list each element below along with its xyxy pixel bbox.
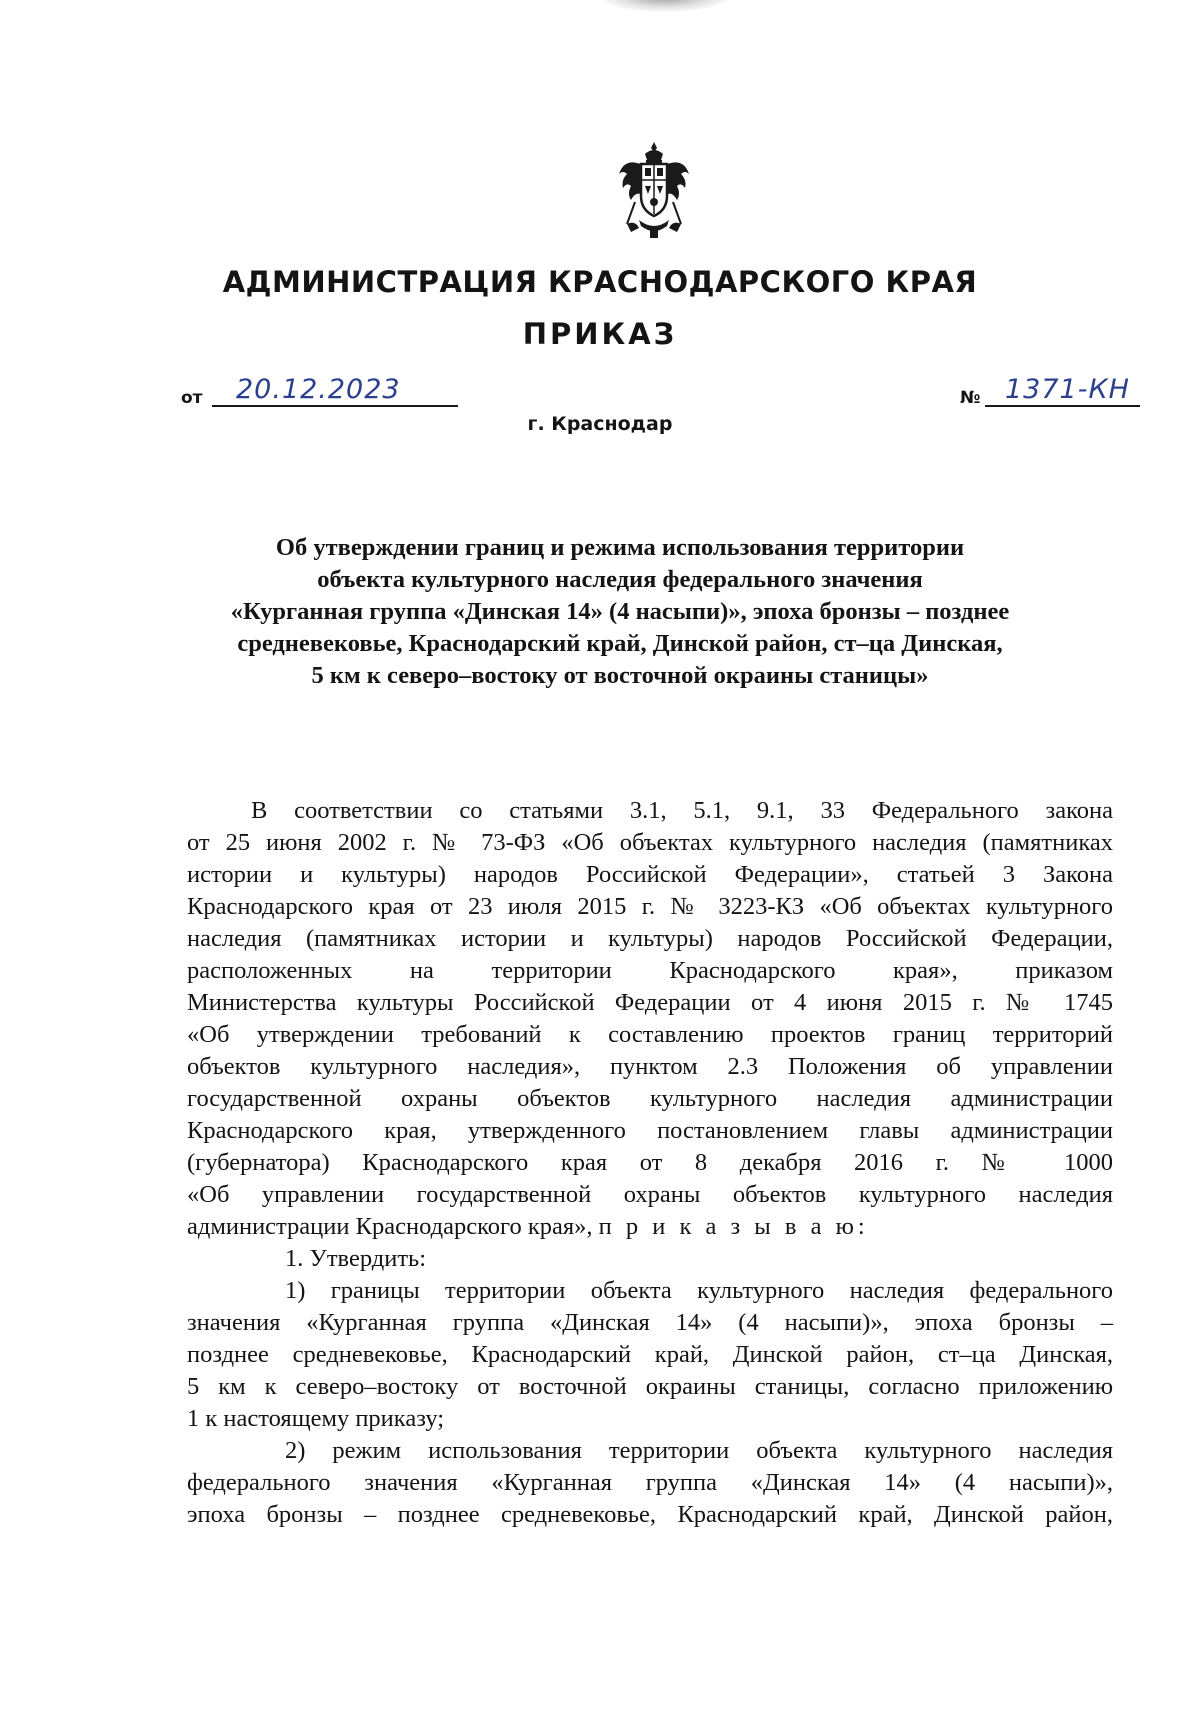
body-line: В соответствии со статьями 3.1, 5.1, 9.1, 33 Федерального закона xyxy=(251,797,1113,824)
number-underline xyxy=(985,405,1140,407)
order-verb: п р и к а з ы в а ю: xyxy=(598,1213,869,1240)
body-line: Краснодарского края, утвержденного постановлением главы администрации xyxy=(187,1117,1113,1144)
body-line: позднее средневековье, Краснодарский край, Динской район, ст–ца Динская, xyxy=(187,1341,1113,1368)
body-line: наследия (памятниках истории и культуры) народов Российской Федерации, xyxy=(187,925,1113,952)
subject-line: средневековье, Краснодарский край, Динской район, ст–ца Динская, xyxy=(237,630,1003,657)
body-line: 5 км к северо–востоку от восточной окраины станицы, согласно приложению xyxy=(187,1373,1113,1400)
body-line: 1 к настоящему приказу; xyxy=(187,1405,445,1432)
body-line: расположенных на территории Краснодарского края», приказом xyxy=(187,957,1113,984)
body-line: (губернатора) Краснодарского края от 8 декабря 2016 г. № 1000 xyxy=(187,1149,1113,1176)
body-line: Министерства культуры Российской Федерации от 4 июня 2015 г. № 1745 xyxy=(187,989,1113,1016)
body-line: значения «Курганная группа «Динская 14» (4 насыпи)», эпоха бронзы – xyxy=(187,1309,1113,1336)
body-line: истории и культуры) народов Российской Федерации», статьей 3 Закона xyxy=(187,861,1113,888)
body-line: федерального значения «Курганная группа «Динская 14» (4 насыпи)», xyxy=(187,1469,1113,1496)
number-value: 1371-КН xyxy=(1005,374,1130,405)
document-body xyxy=(187,795,1113,1531)
body-line: от 25 июня 2002 г. № 73-ФЗ «Об объектах культурного наследия (памятниках xyxy=(187,829,1113,856)
body-line: «Об утверждении требований к составлению проектов границ территорий xyxy=(187,1021,1113,1048)
organization-title: АДМИНИСТРАЦИЯ КРАСНОДАРСКОГО КРАЯ xyxy=(222,265,978,299)
body-line-text: администрации Краснодарского края», xyxy=(187,1213,593,1240)
coat-of-arms-icon xyxy=(617,140,691,240)
body-line: 1. Утвердить: xyxy=(285,1245,427,1272)
body-line: «Об управлении государственной охраны объектов культурного наследия xyxy=(187,1181,1113,1208)
date-label: от xyxy=(181,388,203,408)
date-underline xyxy=(212,405,458,407)
subject-line: Об утверждении границ и режима использования территории xyxy=(275,534,965,561)
body-line: эпоха бронзы – позднее средневековье, Краснодарский край, Динской район, xyxy=(187,1501,1113,1528)
document-subject xyxy=(170,532,1070,692)
body-line: государственной охраны объектов культурного наследия администрации xyxy=(187,1085,1113,1112)
subject-line: «Курганная группа «Динская 14» (4 насыпи)», эпоха бронзы – позднее xyxy=(230,598,1010,625)
body-line: 1) границы территории объекта культурного наследия федерального xyxy=(285,1277,1113,1304)
body-line: 2) режим использования территории объекта культурного наследия xyxy=(285,1437,1113,1464)
body-line xyxy=(187,1211,1113,1243)
subject-line: 5 км к северо–востоку от восточной окраины станицы» xyxy=(311,662,929,689)
scan-shadow xyxy=(600,0,730,12)
subject-line: объекта культурного наследия федерального значения xyxy=(317,566,923,593)
body-line: Краснодарского края от 23 июля 2015 г. № 3223-КЗ «Об объектах культурного xyxy=(187,893,1113,920)
number-label: № xyxy=(960,388,981,408)
city: г. Краснодар xyxy=(527,413,673,435)
document-type: ПРИКАЗ xyxy=(522,317,678,351)
date-value: 20.12.2023 xyxy=(236,374,401,405)
body-line: объектов культурного наследия», пунктом 2.3 Положения об управлении xyxy=(187,1053,1113,1080)
